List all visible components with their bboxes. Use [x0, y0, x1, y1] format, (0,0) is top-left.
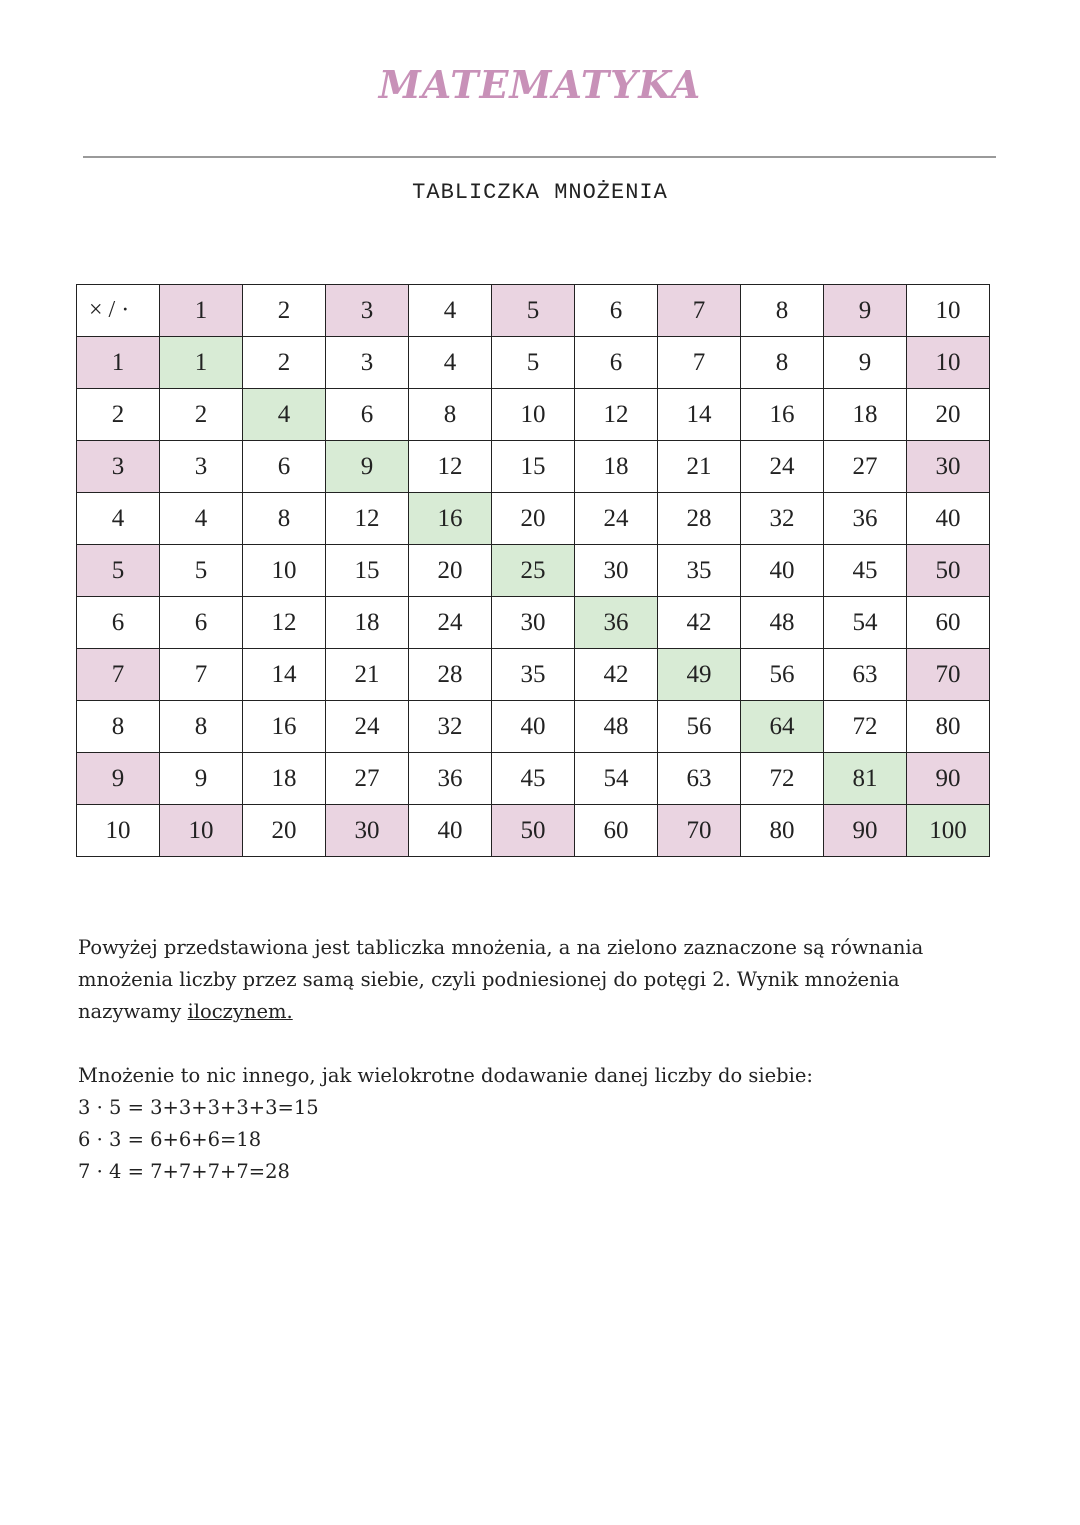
table-header-cell: 6 — [575, 285, 658, 337]
table-cell: 1 — [160, 337, 243, 389]
table-row — [77, 389, 990, 441]
table-row-header: 9 — [77, 753, 160, 805]
table-row — [77, 805, 990, 857]
table-cell: 48 — [575, 701, 658, 753]
table-cell: 36 — [575, 597, 658, 649]
table-cell: 20 — [243, 805, 326, 857]
table-cell: 16 — [243, 701, 326, 753]
table-cell: 63 — [658, 753, 741, 805]
table-cell: 2 — [243, 337, 326, 389]
table-row-header: 10 — [77, 805, 160, 857]
table-cell: 40 — [907, 493, 990, 545]
table-cell: 12 — [243, 597, 326, 649]
table-row-header: 2 — [77, 389, 160, 441]
table-header-cell: 5 — [492, 285, 575, 337]
table-cell: 12 — [409, 441, 492, 493]
table-cell: 10 — [243, 545, 326, 597]
table-cell: 56 — [741, 649, 824, 701]
table-cell: 30 — [575, 545, 658, 597]
table-cell: 10 — [160, 805, 243, 857]
table-cell: 49 — [658, 649, 741, 701]
table-cell: 24 — [741, 441, 824, 493]
table-cell: 4 — [243, 389, 326, 441]
table-cell: 7 — [658, 337, 741, 389]
table-cell: 54 — [824, 597, 907, 649]
table-header-cell: 7 — [658, 285, 741, 337]
table-cell: 18 — [575, 441, 658, 493]
description-line: Powyżej przedstawiona jest tabliczka mnożenia, a na zielono zaznaczone są równania — [78, 936, 924, 959]
table-row-header: 5 — [77, 545, 160, 597]
table-cell: 25 — [492, 545, 575, 597]
product-term: iloczynem. — [187, 1000, 293, 1023]
table-row — [77, 701, 990, 753]
table-cell: 56 — [658, 701, 741, 753]
table-cell: 16 — [741, 389, 824, 441]
table-cell: 24 — [326, 701, 409, 753]
table-row — [77, 493, 990, 545]
description-paragraph — [78, 932, 978, 1028]
table-row — [77, 597, 990, 649]
table-cell: 15 — [492, 441, 575, 493]
table-cell: 21 — [326, 649, 409, 701]
table-cell: 90 — [907, 753, 990, 805]
table-cell: 50 — [907, 545, 990, 597]
table-cell: 8 — [409, 389, 492, 441]
table-cell: 80 — [907, 701, 990, 753]
table-row-header: 1 — [77, 337, 160, 389]
table-cell: 3 — [326, 337, 409, 389]
table-row-header: 7 — [77, 649, 160, 701]
table-cell: 70 — [907, 649, 990, 701]
table-cell: 18 — [243, 753, 326, 805]
table-cell: 40 — [741, 545, 824, 597]
description-line: mnożenia liczby przez samą siebie, czyli podniesionej do potęgi 2. Wynik mnożenia — [78, 968, 900, 991]
table-cell: 9 — [326, 441, 409, 493]
table-row — [77, 649, 990, 701]
table-cell: 30 — [492, 597, 575, 649]
section-title: TABLICZKA MNOŻENIA — [412, 180, 668, 205]
table-cell: 42 — [575, 649, 658, 701]
table-cell: 5 — [160, 545, 243, 597]
table-cell: 36 — [409, 753, 492, 805]
table-cell: 63 — [824, 649, 907, 701]
table-cell: 6 — [575, 337, 658, 389]
examples-paragraph — [78, 1060, 978, 1188]
table-cell: 24 — [409, 597, 492, 649]
table-cell: 42 — [658, 597, 741, 649]
table-corner-cell: × / · — [77, 285, 160, 337]
table-cell: 10 — [907, 337, 990, 389]
table-cell: 70 — [658, 805, 741, 857]
table-header-cell: 10 — [907, 285, 990, 337]
table-cell: 12 — [326, 493, 409, 545]
table-cell: 6 — [160, 597, 243, 649]
table-header-cell: 8 — [741, 285, 824, 337]
table-cell: 4 — [160, 493, 243, 545]
table-cell: 45 — [492, 753, 575, 805]
table-cell: 35 — [492, 649, 575, 701]
table-cell: 2 — [160, 389, 243, 441]
table-cell: 27 — [824, 441, 907, 493]
table-cell: 14 — [658, 389, 741, 441]
example-equation: 6 · 3 = 6+6+6=18 — [78, 1128, 262, 1151]
table-row — [77, 337, 990, 389]
table-cell: 8 — [160, 701, 243, 753]
table-cell: 48 — [741, 597, 824, 649]
table-cell: 100 — [907, 805, 990, 857]
table-cell: 18 — [326, 597, 409, 649]
table-cell: 24 — [575, 493, 658, 545]
table-cell: 40 — [492, 701, 575, 753]
title-divider — [83, 156, 996, 158]
table-cell: 9 — [824, 337, 907, 389]
table-cell: 30 — [907, 441, 990, 493]
table-cell: 60 — [575, 805, 658, 857]
multiplication-table — [76, 284, 990, 857]
table-cell: 50 — [492, 805, 575, 857]
table-cell: 4 — [409, 337, 492, 389]
table-cell: 80 — [741, 805, 824, 857]
table-cell: 6 — [243, 441, 326, 493]
example-equation: 7 · 4 = 7+7+7+7=28 — [78, 1160, 290, 1183]
description-line — [78, 996, 978, 1028]
table-header-row — [77, 285, 990, 337]
table-cell: 15 — [326, 545, 409, 597]
table-cell: 30 — [326, 805, 409, 857]
table-cell: 35 — [658, 545, 741, 597]
table-cell: 8 — [741, 337, 824, 389]
table-header-cell: 1 — [160, 285, 243, 337]
table-cell: 40 — [409, 805, 492, 857]
table-cell: 20 — [492, 493, 575, 545]
table-row-header: 3 — [77, 441, 160, 493]
table-header-cell: 4 — [409, 285, 492, 337]
table-cell: 36 — [824, 493, 907, 545]
table-cell: 21 — [658, 441, 741, 493]
table-cell: 72 — [824, 701, 907, 753]
table-cell: 7 — [160, 649, 243, 701]
example-equation: 3 · 5 = 3+3+3+3+3=15 — [78, 1096, 319, 1119]
table-cell: 12 — [575, 389, 658, 441]
table-cell: 8 — [243, 493, 326, 545]
table-row-header: 6 — [77, 597, 160, 649]
table-cell: 18 — [824, 389, 907, 441]
table-cell: 9 — [160, 753, 243, 805]
table-row — [77, 545, 990, 597]
table-header-cell: 9 — [824, 285, 907, 337]
page-title: MATEMATYKA — [378, 62, 702, 107]
table-cell: 64 — [741, 701, 824, 753]
table-cell: 20 — [409, 545, 492, 597]
table-cell: 14 — [243, 649, 326, 701]
table-row-header: 8 — [77, 701, 160, 753]
table-cell: 20 — [907, 389, 990, 441]
table-cell: 3 — [160, 441, 243, 493]
table-cell: 10 — [492, 389, 575, 441]
table-cell: 60 — [907, 597, 990, 649]
examples-intro: Mnożenie to nic innego, jak wielokrotne dodawanie danej liczby do siebie: — [78, 1064, 813, 1087]
table-cell: 90 — [824, 805, 907, 857]
table-header-cell: 3 — [326, 285, 409, 337]
description-prefix: nazywamy — [78, 1000, 188, 1023]
table-cell: 45 — [824, 545, 907, 597]
table-cell: 54 — [575, 753, 658, 805]
table-cell: 72 — [741, 753, 824, 805]
table-cell: 6 — [326, 389, 409, 441]
table-cell: 5 — [492, 337, 575, 389]
table-cell: 28 — [409, 649, 492, 701]
table-cell: 81 — [824, 753, 907, 805]
table-cell: 32 — [409, 701, 492, 753]
table-cell: 28 — [658, 493, 741, 545]
table-row — [77, 441, 990, 493]
table-cell: 32 — [741, 493, 824, 545]
table-row-header: 4 — [77, 493, 160, 545]
table-cell: 27 — [326, 753, 409, 805]
table-cell: 16 — [409, 493, 492, 545]
table-row — [77, 753, 990, 805]
table-header-cell: 2 — [243, 285, 326, 337]
